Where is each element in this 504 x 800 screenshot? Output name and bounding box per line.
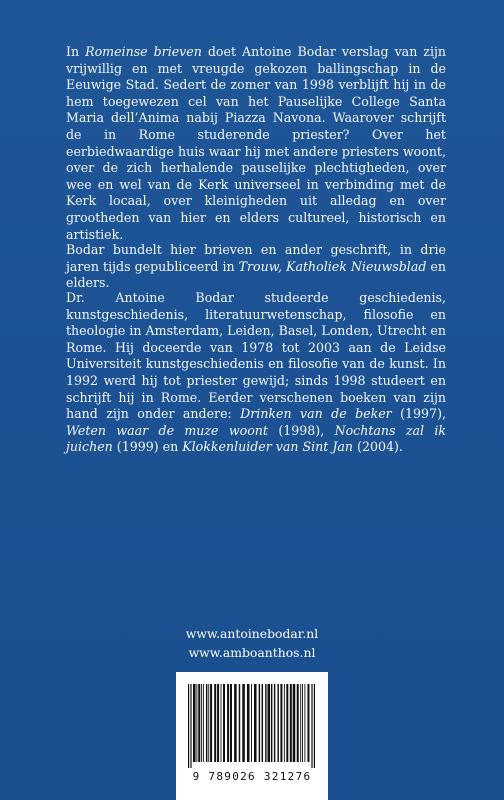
barcode-bar xyxy=(284,684,285,762)
barcode-bar xyxy=(277,684,278,762)
barcode-bar xyxy=(262,684,263,762)
barcode-bar xyxy=(271,684,272,762)
barcode-bar xyxy=(297,684,299,762)
barcode-bar xyxy=(300,684,301,762)
barcode-bar xyxy=(221,684,222,762)
barcode-bar xyxy=(188,684,189,768)
barcode-bar xyxy=(304,684,305,762)
website-links xyxy=(0,624,504,662)
barcode-bar xyxy=(286,684,288,762)
isbn-barcode xyxy=(176,672,328,800)
barcode-bar xyxy=(239,684,240,762)
barcode-bar xyxy=(206,684,207,762)
barcode-bars xyxy=(186,684,318,768)
barcode-bar xyxy=(314,684,315,768)
barcode-bar xyxy=(251,684,252,762)
publisher-website-link[interactable]: www.amboanthos.nl xyxy=(188,645,316,660)
barcode-bar xyxy=(274,684,275,762)
barcode-bar xyxy=(259,684,260,762)
barcode-bar xyxy=(217,684,219,762)
author-bio-paragraph xyxy=(66,290,446,456)
book-year: (2004). xyxy=(353,439,403,455)
previous-book-title: Nochtans zal ik juichen xyxy=(66,422,446,455)
newspaper-names-italic: Trouw, Katholiek Nieuwsblad xyxy=(238,258,427,274)
barcode-bar xyxy=(208,684,209,762)
barcode-bar xyxy=(230,684,232,762)
publication-paragraph xyxy=(66,242,446,292)
barcode-bar xyxy=(242,684,245,762)
book-year: (1999) en xyxy=(112,439,183,455)
barcode-bar xyxy=(302,684,303,762)
publication-text: en elders. xyxy=(66,258,446,291)
barcode-bar xyxy=(196,684,197,762)
blurb-paragraph xyxy=(66,44,446,243)
author-website-link[interactable]: www.antoinebodar.nl xyxy=(185,626,319,641)
barcode-bar xyxy=(290,684,292,762)
isbn-number: 9 789026 321276 xyxy=(192,770,312,783)
book-year: (1997), xyxy=(391,406,446,422)
barcode-bar xyxy=(203,684,204,762)
barcode-bar xyxy=(247,684,250,762)
barcode-bar xyxy=(193,684,196,762)
publication-text: Bodar bundelt hier brieven en ander geschrift, in drie jaren tijds gepubliceerd in xyxy=(66,242,446,274)
barcode-bar xyxy=(210,684,212,762)
author-bio-text: Dr. Antoine Bodar studeerde geschiedenis, kunstgeschiedenis, literatuurwetenschap, filosofie en theologie in Amsterdam, Leiden, Basel, Londen, Utrecht en Rome. Hij doceerde van 1978 tot 2003 aan de Leidse Universiteit kunstgeschiedenis en filosofie van de kunst. In 1992 werd hij tot priester gewijd; sinds 1998 studeert en schrijft hij in Rome. Eerder verschenen boeken van zijn hand zijn onder andere: xyxy=(66,290,446,422)
barcode-bar xyxy=(293,684,296,762)
barcode-bar xyxy=(311,684,312,768)
blurb-text: doet Antoine Bodar verslag van zijn vrijwillig en met vreugde gekozen ballingschap in de Eeuwige Stad. Sedert de zomer van 1998 verblijft hij in de hem toegewezen cel van het Pauselijke College Santa Maria dell’Anima nabij Piazza Navona. Waarover schrijft de in Rome studerende priester? Over het eerbiedwaardige huis waar hij met andere priesters woont, over de zich herhalende pauselijke plechtigheden, over wee en wel van de Kerk universeel in verbinding met de Kerk locaal, over kleinigheden uit alledag en over grootheden van hier en elders cultureel, historisch en artistiek. xyxy=(66,44,446,242)
barcode-bar xyxy=(223,684,225,762)
barcode-bar xyxy=(190,684,191,768)
blurb-text: In xyxy=(66,44,86,59)
barcode-bar xyxy=(201,684,202,762)
barcode-bar xyxy=(254,684,257,762)
barcode-bar xyxy=(214,684,216,762)
previous-book-title: Drinken van de beker xyxy=(240,406,392,422)
barcode-bar xyxy=(265,684,266,762)
barcode-bar xyxy=(307,684,309,762)
barcode-bar xyxy=(198,684,200,762)
barcode-bar xyxy=(227,684,229,762)
previous-book-title: Klokkenluider van Sint Jan xyxy=(182,439,354,455)
barcode-bar xyxy=(234,684,237,762)
barcode-bar xyxy=(268,684,271,762)
previous-book-title: Weten waar de muze woont xyxy=(66,422,268,438)
barcode-bar xyxy=(280,684,282,762)
book-title-italic: Romeinse brieven xyxy=(85,44,202,59)
book-year: (1998), xyxy=(267,422,335,438)
